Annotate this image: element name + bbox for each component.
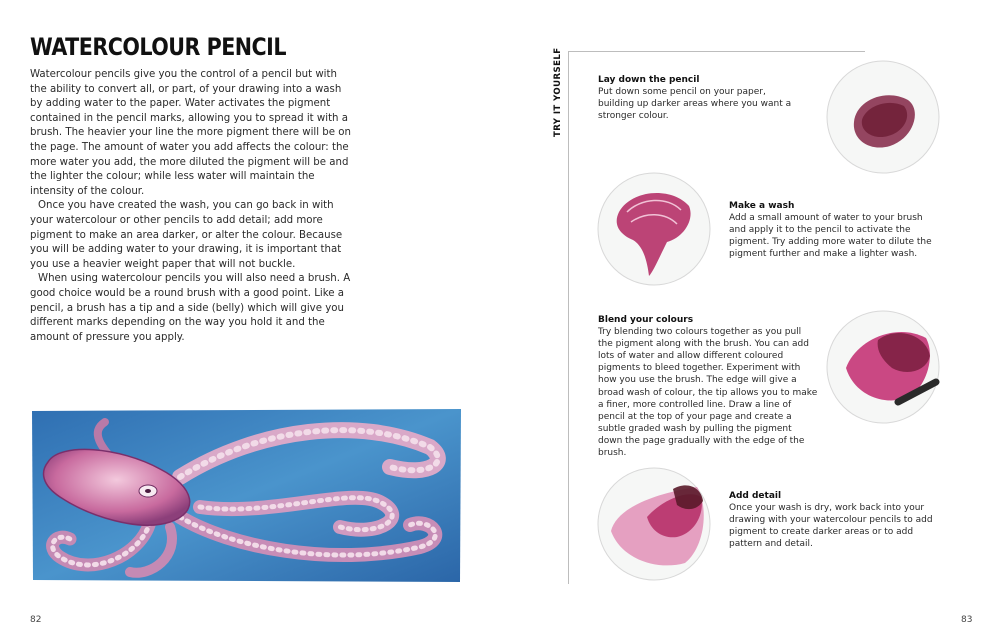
page-number-left: 82	[30, 615, 42, 625]
step-title: Add detail	[729, 491, 782, 501]
step-text: Try blending two colours together as you pull the pigment along with the brush. You can add lots of water and allow different coloured pigments to bleed together. Experiment with how you use the brush. The edge will give a broad wash of colour, the tip allows you to make a finer, more controlled line. Draw a line of pencil at the top of your page and create a subtle graded wash by pulling the pigment down the page gradually with the edge of the brush.	[598, 327, 818, 459]
step-blend-colours	[598, 314, 818, 459]
page-title: WATERCOLOUR PENCIL	[30, 33, 286, 61]
blend-swatch-image	[826, 310, 940, 424]
step-title: Blend your colours	[598, 315, 694, 325]
step-add-detail	[729, 490, 941, 550]
paragraph: Once you have created the wash, you can go back in with your watercolour or other pencils to add detail; add more pigment to make an area darker, or alter the colour. Because you will be adding water to your drawing, it is important that you use a heavier weight paper that will not buckle.	[30, 200, 343, 270]
pencil-swatch-image	[826, 60, 940, 174]
page-number-right: 83	[961, 615, 973, 625]
step-title: Make a wash	[729, 201, 795, 211]
step-lay-down-pencil	[598, 74, 803, 122]
section-label: TRY IT YOURSELF	[553, 47, 563, 137]
octopus-illustration	[30, 407, 463, 584]
step-make-wash	[729, 200, 941, 260]
step-text: Put down some pencil on your paper, building up darker areas where you want a stronger colour.	[598, 87, 792, 122]
detail-swatch-image	[597, 467, 711, 581]
step-text: Once your wash is dry, work back into your drawing with your watercolour pencils to add pigment to create darker areas or to add pattern and detail.	[729, 503, 933, 550]
wash-swatch-image	[597, 172, 711, 286]
step-text: Add a small amount of water to your brush and apply it to the pencil to activate the pigment. Try adding more water to dilute the pigment further and make a lighter wash.	[729, 213, 932, 260]
section-rule-horizontal	[568, 51, 865, 52]
paragraph: When using watercolour pencils you will also need a brush. A good choice would be a round brush with a good point. Like a pencil, a brush has a tip and a side (belly) which will give you different marks depending on the way you hold it and the amount of pressure you apply.	[30, 273, 351, 343]
paragraph: Watercolour pencils give you the control of a pencil but with the ability to convert all, or part, of your drawing into a wash by adding water to the paper. Water activates the pigment contained in the pencil marks, allowing you to spread it with a brush. The heavier your line the more pigment there will be on the page. The amount of water you add affects the colour: the more water you add, the more diluted the pigment will be and the lighter the colour; while less water will maintain the intensity of the colour.	[30, 69, 351, 197]
step-title: Lay down the pencil	[598, 75, 700, 85]
body-text	[30, 68, 356, 345]
section-rule-vertical	[568, 51, 569, 584]
